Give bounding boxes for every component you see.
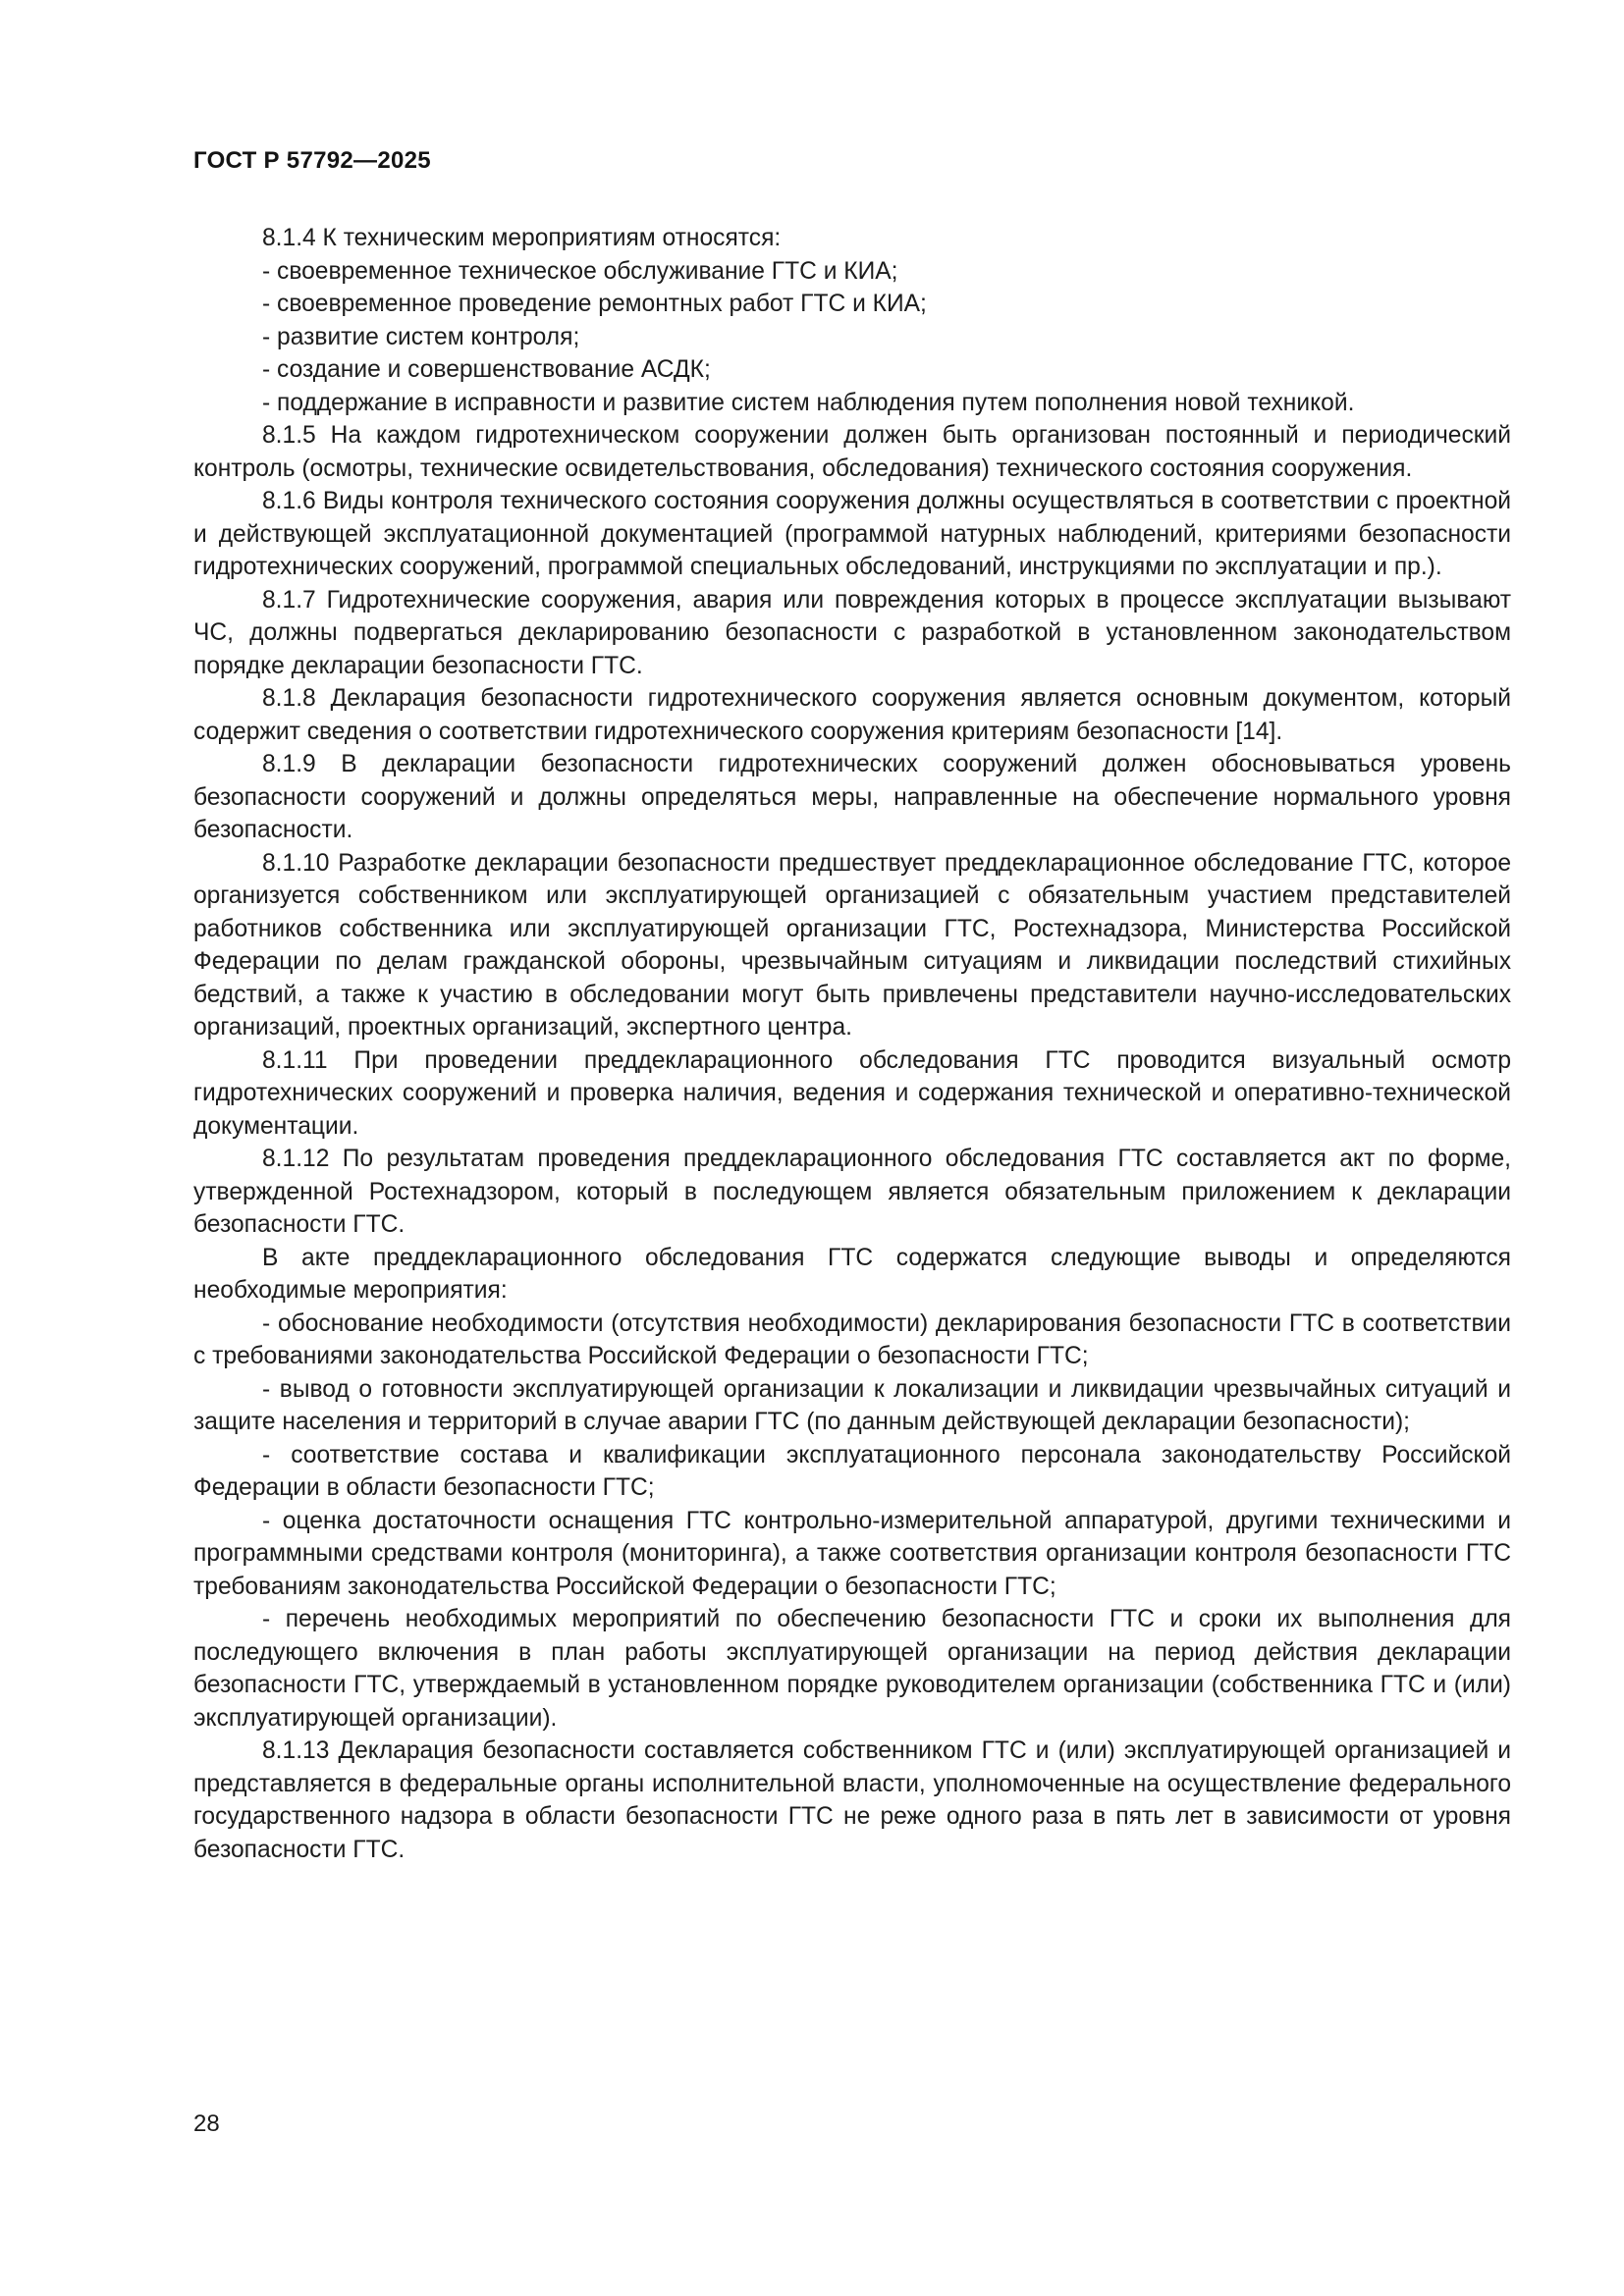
list-item: - перечень необходимых мероприятий по обеспечению безопасности ГТС и сроки их выполнения для последующего включения в план работы эксплуатирующей организации на период действия декларации безопасности ГТС, утверждаемый в установленном порядке руководителем организации (собственника ГТС и (или) эксплуатирующей организации). [193,1606,1511,1732]
paragraph-8-1-6: 8.1.6 Виды контроля технического состояния сооружения должны осуществляться в соответствии с проектной и действующей эксплуатационной документацией (программой натурных наблюдений, критериями безопасности гидротехнических сооружений, программой специальных обследований, инструкциями по эксплуатации и пр.). [193,488,1511,580]
paragraph-8-1-13: 8.1.13 Декларация безопасности составляется собственником ГТС и (или) эксплуатирующей организацией и представляется в федеральные органы исполнительной власти, уполномоченные на осуществление федерального государственного надзора в области безопасности ГТС не реже одного раза в пять лет в зависимости от уровня безопасности ГТС. [193,1737,1511,1863]
list-item: - поддержание в исправности и развитие систем наблюдения путем пополнения новой техникой. [262,389,1355,416]
list-item: - вывод о готовности эксплуатирующей организации к локализации и ликвидации чрезвычайных ситуаций и защите населения и территорий в случае аварии ГТС (по данным действующей декларации безопасности); [193,1375,1511,1435]
list-item: - своевременное техническое обслуживание ГТС и КИА; [262,257,898,285]
paragraph-8-1-10: 8.1.10 Разработке декларации безопасности предшествует преддекларационное обследование ГТС, которое организуется собственником или эксплуатирующей организацией с обязательным участием представителей работников собственника или эксплуатирующей организации ГТС, Ростехнадзора, Министерства Российской Федерации по делам гражданской обороны, чрезвычайным ситуациям и ликвидации последствий стихийных бедствий, а также к участию в обследовании могут быть привлечены представители научно-исследовательских организаций, проектных организаций, экспертного центра. [193,849,1511,1041]
list-item: - соответствие состава и квалификации эксплуатационного персонала законодательству Российской Федерации в области безопасности ГТС; [193,1441,1511,1501]
paragraph-8-1-5: 8.1.5 На каждом гидротехническом сооружении должен быть организован постоянный и периодический контроль (осмотры, технические освидетельствования, обследования) технического состояния сооружения. [193,422,1511,482]
paragraph-8-1-4: 8.1.4 К техническим мероприятиям относятся: [262,225,782,251]
list-item: - развитие систем контроля; [262,323,580,350]
paragraph-8-1-12: 8.1.12 По результатам проведения преддекларационного обследования ГТС составляется акт по форме, утвержденной Ростехнадзором, который в последующем является обязательным приложением к декларации безопасности ГТС. [193,1146,1511,1238]
list-item: - обоснование необходимости (отсутствия необходимости) декларирования безопасности ГТС в соответствии с требованиями законодательства Российской Федерации о безопасности ГТС; [193,1309,1511,1369]
paragraph-8-1-8: 8.1.8 Декларация безопасности гидротехнического сооружения является основным документом, который содержит сведения о соответствии гидротехнического сооружения критериям безопасности [14]. [193,685,1511,745]
list-item: - создание и совершенствование АСДК; [262,356,711,383]
paragraph-act-conclusions-intro: В акте преддекларационного обследования ГТС содержатся следующие выводы и определяются необходимые мероприятия: [193,1244,1511,1304]
paragraph-8-1-9: 8.1.9 В декларации безопасности гидротехнических сооружений должен обосновываться уровень безопасности сооружений и должны определяться меры, направленные на обеспечение нормального уровня безопасности. [193,751,1511,843]
document-body [193,222,1511,1866]
list-item: - своевременное проведение ремонтных работ ГТС и КИА; [262,291,927,317]
page-number: 28 [193,2110,220,2137]
paragraph-8-1-7: 8.1.7 Гидротехнические сооружения, авария или повреждения которых в процессе эксплуатации вызывают ЧС, должны подвергаться декларированию безопасности с разработкой в установленном законодательством порядке декларации безопасности ГТС. [193,586,1511,679]
standard-number-header: ГОСТ Р 57792—2025 [193,147,431,174]
list-item: - оценка достаточности оснащения ГТС контрольно-измерительной аппаратурой, другими техническими и программными средствами контроля (мониторинга), а также соответствия организации контроля безопасности ГТС требованиям законодательства Российской Федерации о безопасности ГТС; [193,1507,1511,1600]
paragraph-8-1-11: 8.1.11 При проведении преддекларационного обследования ГТС проводится визуальный осмотр гидротехнических сооружений и проверка наличия, ведения и содержания технической и оперативно-технической документации. [193,1046,1511,1140]
